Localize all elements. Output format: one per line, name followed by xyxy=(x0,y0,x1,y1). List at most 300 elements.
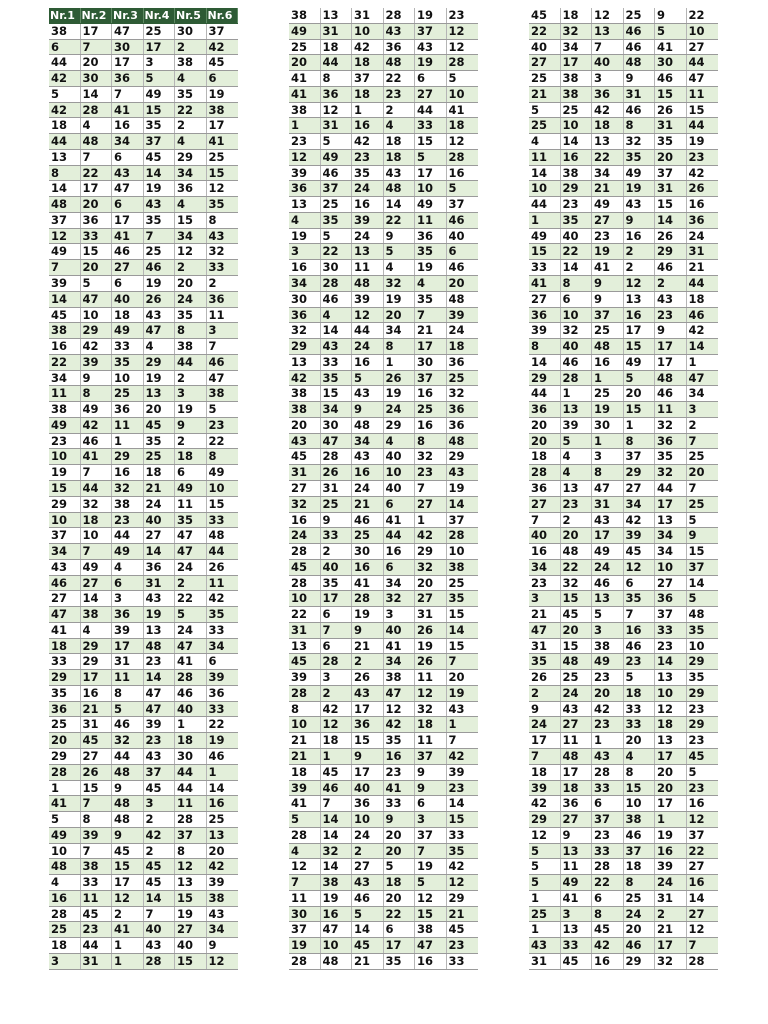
number-cell: 6 xyxy=(384,560,416,575)
header-cell: Nr.2 xyxy=(81,8,113,23)
table-row xyxy=(289,24,478,40)
number-cell: 18 xyxy=(81,513,113,528)
table-row xyxy=(289,781,478,797)
number-cell: 2 xyxy=(175,576,207,591)
number-cell: 5 xyxy=(688,512,697,527)
number-cell: 19 xyxy=(415,859,447,874)
number-cell: 16 xyxy=(384,544,416,559)
number-cell: 38 xyxy=(561,166,593,181)
number-cell: 36 xyxy=(352,717,384,732)
number-cell: 12 xyxy=(448,23,465,38)
number-cell: 42 xyxy=(321,702,353,717)
number-cell: 40 xyxy=(175,702,207,717)
number-cell: 36 xyxy=(289,308,321,323)
table-row xyxy=(289,891,478,907)
number-cell: 42 xyxy=(49,71,81,86)
table-row xyxy=(49,386,238,402)
number-cell: 4 xyxy=(529,134,561,149)
number-cell: 20 xyxy=(81,197,113,212)
number-cell: 29 xyxy=(624,954,656,969)
table-row xyxy=(49,891,238,907)
number-cell: 27 xyxy=(81,749,113,764)
number-cell: 28 xyxy=(289,954,321,969)
table-row xyxy=(529,118,718,134)
number-cell: 9 xyxy=(352,402,384,417)
number-cell: 47 xyxy=(175,639,207,654)
number-cell: 23 xyxy=(112,513,144,528)
number-cell: 49 xyxy=(81,402,113,417)
number-cell: 37 xyxy=(592,308,624,323)
number-cell: 31 xyxy=(352,8,384,23)
table-row xyxy=(289,181,478,197)
number-cell: 28 xyxy=(289,544,321,559)
table-row xyxy=(289,954,478,970)
number-cell: 34 xyxy=(49,371,81,386)
number-cell: 16 xyxy=(321,907,353,922)
number-cell: 1 xyxy=(175,717,207,732)
table-row xyxy=(49,276,238,292)
number-cell: 17 xyxy=(112,875,144,890)
number-cell: 23 xyxy=(415,465,447,480)
number-cell: 8 xyxy=(175,844,207,859)
number-cell: 49 xyxy=(624,166,656,181)
number-cell: 39 xyxy=(112,623,144,638)
number-cell: 30 xyxy=(112,40,144,55)
number-cell: 45 xyxy=(144,418,176,433)
number-cell: 33 xyxy=(81,875,113,890)
number-cell: 24 xyxy=(688,228,705,243)
number-cell: 25 xyxy=(529,118,561,133)
table-row xyxy=(289,308,478,324)
number-cell: 19 xyxy=(592,402,624,417)
number-cell: 31 xyxy=(688,244,705,259)
number-cell: 47 xyxy=(49,607,81,622)
number-cell: 5 xyxy=(321,229,353,244)
number-cell: 22 xyxy=(208,717,225,732)
number-cell: 11 xyxy=(352,260,384,275)
number-cell: 6 xyxy=(208,654,217,669)
number-cell: 10 xyxy=(624,796,656,811)
table-row xyxy=(529,55,718,71)
number-cell: 41 xyxy=(384,513,416,528)
number-cell: 43 xyxy=(144,197,176,212)
number-cell: 43 xyxy=(321,339,353,354)
table-row xyxy=(529,828,718,844)
number-cell: 40 xyxy=(384,481,416,496)
number-cell: 45 xyxy=(144,859,176,874)
number-cell: 40 xyxy=(144,513,176,528)
number-cell: 17 xyxy=(655,796,687,811)
number-cell: 13 xyxy=(144,386,176,401)
number-cell: 49 xyxy=(144,87,176,102)
number-cell: 20 xyxy=(81,55,113,70)
number-cell: 4 xyxy=(561,465,593,480)
number-cell: 1 xyxy=(112,954,144,969)
number-cell: 11 xyxy=(415,670,447,685)
number-cell: 4 xyxy=(321,308,353,323)
number-cell: 8 xyxy=(624,875,656,890)
number-cell: 38 xyxy=(289,8,321,23)
number-cell: 35 xyxy=(144,118,176,133)
number-cell: 25 xyxy=(289,40,321,55)
number-cell: 2 xyxy=(208,276,217,291)
table-row xyxy=(289,907,478,923)
number-cell: 20 xyxy=(144,402,176,417)
table-row xyxy=(529,922,718,938)
number-cell: 20 xyxy=(655,765,687,780)
number-cell: 2 xyxy=(561,513,593,528)
number-cell: 49 xyxy=(321,150,353,165)
number-cell: 11 xyxy=(208,307,225,322)
table-row xyxy=(289,702,478,718)
number-cell: 33 xyxy=(448,827,465,842)
number-cell: 20 xyxy=(289,418,321,433)
number-cell: 18 xyxy=(289,765,321,780)
number-cell: 17 xyxy=(592,528,624,543)
number-cell: 10 xyxy=(112,371,144,386)
number-cell: 39 xyxy=(448,307,465,322)
number-cell: 47 xyxy=(175,528,207,543)
number-cell: 45 xyxy=(448,922,465,937)
number-cell: 14 xyxy=(352,922,384,937)
number-cell: 43 xyxy=(384,166,416,181)
number-cell: 48 xyxy=(112,796,144,811)
number-cell: 22 xyxy=(175,591,207,606)
number-cell: 34 xyxy=(529,560,561,575)
number-cell: 15 xyxy=(624,339,656,354)
number-cell: 23 xyxy=(448,780,465,795)
number-cell: 27 xyxy=(529,55,561,70)
number-cell: 36 xyxy=(448,402,465,417)
number-cell: 37 xyxy=(624,449,656,464)
number-cell: 22 xyxy=(384,71,416,86)
number-cell: 14 xyxy=(688,575,705,590)
number-cell: 48 xyxy=(561,544,593,559)
number-cell: 37 xyxy=(175,828,207,843)
table-row xyxy=(289,733,478,749)
table-row xyxy=(529,607,718,623)
number-cell: 10 xyxy=(289,717,321,732)
number-cell: 9 xyxy=(592,292,624,307)
table-row xyxy=(49,260,238,276)
number-cell: 6 xyxy=(624,576,656,591)
number-cell: 1 xyxy=(384,355,416,370)
number-cell: 23 xyxy=(688,149,705,164)
table-row xyxy=(49,654,238,670)
number-cell: 42 xyxy=(688,165,705,180)
number-cell: 39 xyxy=(561,418,593,433)
number-cell: 47 xyxy=(688,71,705,86)
number-cell: 48 xyxy=(655,371,687,386)
number-cell: 45 xyxy=(561,607,593,622)
table-row xyxy=(529,765,718,781)
table-row xyxy=(529,260,718,276)
number-cell: 46 xyxy=(448,260,465,275)
number-cell: 36 xyxy=(529,308,561,323)
number-cell: 3 xyxy=(49,954,81,969)
number-cell: 18 xyxy=(624,686,656,701)
number-cell: 4 xyxy=(81,118,113,133)
number-cell: 17 xyxy=(655,749,687,764)
number-cell: 25 xyxy=(624,891,656,906)
number-cell: 38 xyxy=(289,386,321,401)
number-cell: 37 xyxy=(655,607,687,622)
number-cell: 26 xyxy=(415,654,447,669)
number-cell: 38 xyxy=(49,24,81,39)
number-cell: 7 xyxy=(415,481,447,496)
number-cell: 36 xyxy=(175,181,207,196)
table-row xyxy=(49,24,238,40)
table-row xyxy=(49,71,238,87)
number-cell: 35 xyxy=(208,607,225,622)
number-cell: 26 xyxy=(144,292,176,307)
number-cell: 9 xyxy=(655,8,687,23)
number-cell: 10 xyxy=(289,591,321,606)
number-cell: 47 xyxy=(81,292,113,307)
number-cell: 22 xyxy=(384,213,416,228)
number-cell: 25 xyxy=(529,907,561,922)
number-cell: 9 xyxy=(688,528,697,543)
number-cell: 5 xyxy=(688,764,697,779)
number-cell: 2 xyxy=(655,907,687,922)
number-cell: 48 xyxy=(321,954,353,969)
number-cell: 13 xyxy=(561,481,593,496)
number-cell: 40 xyxy=(592,55,624,70)
number-cell: 24 xyxy=(624,907,656,922)
number-cell: 2 xyxy=(175,118,207,133)
table-row xyxy=(529,497,718,513)
number-cell: 5 xyxy=(415,150,447,165)
number-cell: 20 xyxy=(655,150,687,165)
number-cell: 17 xyxy=(112,639,144,654)
number-cell: 15 xyxy=(415,134,447,149)
table-row xyxy=(529,528,718,544)
number-cell: 23 xyxy=(688,733,705,748)
number-cell: 7 xyxy=(81,796,113,811)
number-cell: 29 xyxy=(81,639,113,654)
number-cell: 48 xyxy=(561,749,593,764)
number-cell: 6 xyxy=(592,796,624,811)
number-cell: 38 xyxy=(81,859,113,874)
number-cell: 37 xyxy=(688,827,705,842)
number-cell: 15 xyxy=(688,544,705,559)
number-cell: 41 xyxy=(655,40,687,55)
number-cell: 28 xyxy=(448,528,465,543)
table-row xyxy=(529,134,718,150)
number-cell: 49 xyxy=(112,323,144,338)
number-cell: 44 xyxy=(175,355,207,370)
number-cell: 36 xyxy=(81,213,113,228)
number-cell: 12 xyxy=(289,859,321,874)
number-cell: 24 xyxy=(384,402,416,417)
table-row xyxy=(289,717,478,733)
number-cell: 15 xyxy=(688,102,705,117)
number-cell: 6 xyxy=(592,891,624,906)
number-cell: 16 xyxy=(352,465,384,480)
number-cell: 27 xyxy=(175,922,207,937)
number-cell: 39 xyxy=(352,292,384,307)
number-cell: 24 xyxy=(289,528,321,543)
number-cell: 7 xyxy=(81,40,113,55)
number-cell: 15 xyxy=(448,607,465,622)
number-cell: 37 xyxy=(688,559,705,574)
number-cell: 15 xyxy=(321,386,353,401)
number-cell: 7 xyxy=(688,480,697,495)
number-cell: 8 xyxy=(81,386,113,401)
number-cell: 6 xyxy=(49,40,81,55)
number-cell: 26 xyxy=(321,465,353,480)
number-cell: 36 xyxy=(592,87,624,102)
number-cell: 16 xyxy=(655,844,687,859)
number-cell: 21 xyxy=(352,954,384,969)
number-cell: 44 xyxy=(655,481,687,496)
number-cell: 10 xyxy=(352,812,384,827)
number-cell: 8 xyxy=(592,465,624,480)
number-cell: 48 xyxy=(448,291,465,306)
number-cell: 22 xyxy=(175,103,207,118)
number-cell: 42 xyxy=(49,103,81,118)
number-cell: 35 xyxy=(321,576,353,591)
number-cell: 48 xyxy=(384,181,416,196)
table-row xyxy=(529,670,718,686)
table-row xyxy=(49,481,238,497)
number-cell: 7 xyxy=(529,513,561,528)
number-cell: 6 xyxy=(561,292,593,307)
number-cell: 9 xyxy=(81,371,113,386)
number-cell: 15 xyxy=(561,639,593,654)
number-cell: 47 xyxy=(529,623,561,638)
number-cell: 25 xyxy=(448,575,465,590)
number-cell: 22 xyxy=(81,166,113,181)
number-cell: 14 xyxy=(81,87,113,102)
number-cell: 1 xyxy=(321,749,353,764)
number-cell: 42 xyxy=(688,323,705,338)
number-cell: 26 xyxy=(529,670,561,685)
table-row xyxy=(49,118,238,134)
number-cell: 44 xyxy=(384,528,416,543)
number-cell: 31 xyxy=(529,954,561,969)
number-cell: 5 xyxy=(448,181,457,196)
number-cell: 9 xyxy=(592,276,624,291)
table-row xyxy=(529,166,718,182)
table-row xyxy=(289,938,478,954)
number-cell: 21 xyxy=(352,497,384,512)
number-cell: 1 xyxy=(688,354,697,369)
number-cell: 38 xyxy=(384,670,416,685)
number-cell: 25 xyxy=(592,323,624,338)
number-cell: 37 xyxy=(448,512,465,527)
number-cell: 42 xyxy=(592,103,624,118)
number-cell: 29 xyxy=(688,685,705,700)
number-cell: 27 xyxy=(688,906,705,921)
number-cell: 2 xyxy=(321,686,353,701)
number-cell: 36 xyxy=(415,229,447,244)
number-cell: 35 xyxy=(448,843,465,858)
number-cell: 4 xyxy=(384,434,416,449)
number-cell: 2 xyxy=(624,244,656,259)
number-cell: 39 xyxy=(529,781,561,796)
number-cell: 27 xyxy=(624,481,656,496)
number-cell: 12 xyxy=(49,229,81,244)
number-cell: 45 xyxy=(144,781,176,796)
number-cell: 45 xyxy=(144,875,176,890)
number-cell: 21 xyxy=(655,922,687,937)
number-cell: 19 xyxy=(49,465,81,480)
number-cell: 14 xyxy=(448,496,465,511)
number-cell: 24 xyxy=(655,875,687,890)
number-cell: 47 xyxy=(321,922,353,937)
number-cell: 1 xyxy=(655,812,687,827)
number-cell: 19 xyxy=(415,639,447,654)
number-cell: 43 xyxy=(208,906,225,921)
number-cell: 39 xyxy=(208,670,225,685)
number-cell: 24 xyxy=(352,229,384,244)
number-cell: 24 xyxy=(561,686,593,701)
number-cell: 44 xyxy=(321,55,353,70)
number-cell: 4 xyxy=(175,71,207,86)
lottery-table-column-1 xyxy=(49,8,238,970)
number-cell: 11 xyxy=(289,891,321,906)
number-cell: 48 xyxy=(384,55,416,70)
number-cell: 34 xyxy=(561,40,593,55)
number-cell: 7 xyxy=(624,607,656,622)
number-cell: 19 xyxy=(144,181,176,196)
number-cell: 6 xyxy=(448,244,457,259)
number-cell: 11 xyxy=(175,497,207,512)
number-cell: 18 xyxy=(49,938,81,953)
number-cell: 5 xyxy=(321,134,353,149)
number-cell: 47 xyxy=(112,24,144,39)
table-row xyxy=(529,24,718,40)
number-cell: 1 xyxy=(529,891,561,906)
number-cell: 14 xyxy=(144,166,176,181)
number-cell: 3 xyxy=(144,55,176,70)
number-cell: 5 xyxy=(144,71,176,86)
number-cell: 17 xyxy=(384,938,416,953)
number-cell: 37 xyxy=(592,812,624,827)
number-cell: 10 xyxy=(448,86,465,101)
number-cell: 33 xyxy=(561,938,593,953)
number-cell: 7 xyxy=(81,544,113,559)
number-cell: 18 xyxy=(321,733,353,748)
number-cell: 42 xyxy=(415,528,447,543)
number-cell: 9 xyxy=(208,938,217,953)
number-cell: 26 xyxy=(655,229,687,244)
number-cell: 36 xyxy=(384,40,416,55)
table-row xyxy=(529,875,718,891)
number-cell: 48 xyxy=(49,197,81,212)
number-cell: 43 xyxy=(144,591,176,606)
number-cell: 18 xyxy=(448,339,465,354)
number-cell: 32 xyxy=(448,386,465,401)
number-cell: 12 xyxy=(415,891,447,906)
table-row xyxy=(289,8,478,24)
number-cell: 5 xyxy=(49,812,81,827)
table-row xyxy=(289,449,478,465)
number-cell: 32 xyxy=(655,954,687,969)
table-row xyxy=(49,339,238,355)
table-row xyxy=(289,497,478,513)
number-cell: 47 xyxy=(688,370,705,385)
number-cell: 41 xyxy=(208,134,225,149)
number-cell: 41 xyxy=(112,922,144,937)
number-cell: 8 xyxy=(81,812,113,827)
number-cell: 35 xyxy=(529,654,561,669)
table-row xyxy=(529,781,718,797)
number-cell: 16 xyxy=(289,260,321,275)
number-cell: 38 xyxy=(561,71,593,86)
table-row xyxy=(289,875,478,891)
